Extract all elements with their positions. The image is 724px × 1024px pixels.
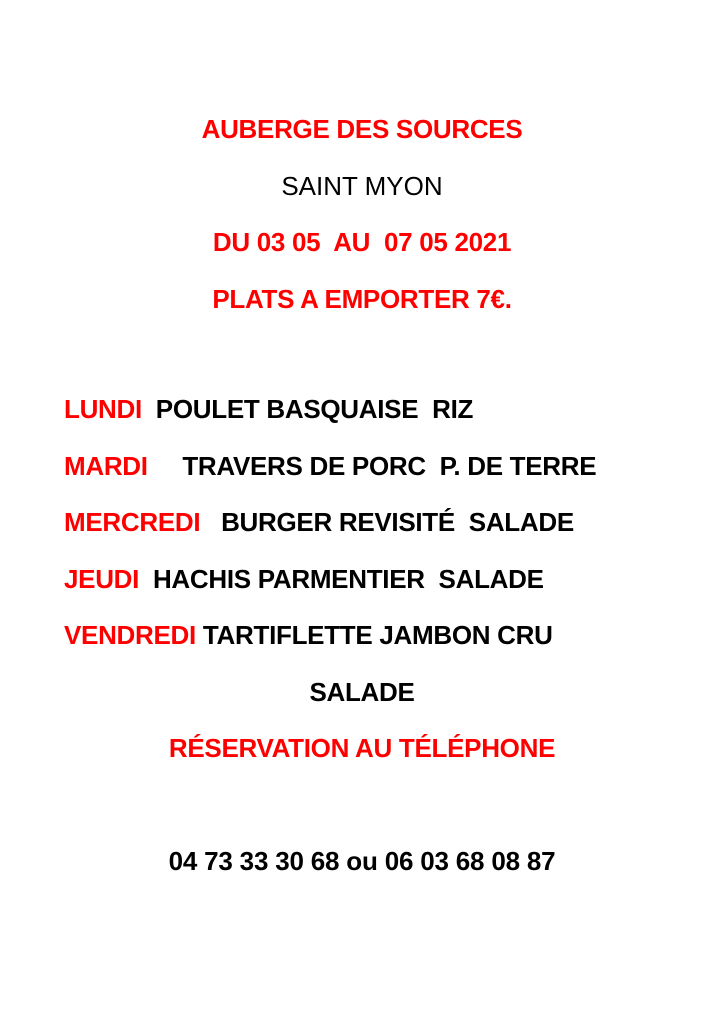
takeaway-offer: PLATS A EMPORTER 7€. (212, 284, 512, 314)
menu-day: MARDI (64, 451, 148, 481)
menu-row-thursday (64, 563, 544, 595)
menu-row-monday (64, 393, 473, 425)
menu-row-friday (64, 619, 553, 651)
menu-dish: TRAVERS DE PORC P. DE TERRE (182, 451, 597, 481)
menu-separator (142, 394, 156, 424)
menu-day: VENDREDI (64, 620, 196, 650)
menu-separator (196, 620, 203, 650)
menu-dish: TARTIFLETTE JAMBON CRU (202, 620, 553, 650)
menu-separator (139, 564, 153, 594)
town-name: SAINT MYON (281, 171, 443, 201)
menu-day: MERCREDI (64, 507, 201, 537)
phone-numbers: 04 73 33 30 68 ou 06 03 68 08 87 (168, 846, 556, 876)
menu-separator (148, 451, 183, 481)
menu-dish: HACHIS PARMENTIER SALADE (152, 564, 544, 594)
menu-row-tuesday (64, 450, 596, 482)
reservation-notice: RÉSERVATION AU TÉLÉPHONE (168, 733, 556, 763)
restaurant-name: AUBERGE DES SOURCES (201, 114, 523, 144)
menu-dish: POULET BASQUAISE RIZ (155, 394, 474, 424)
menu-dish: BURGER REVISITÉ SALADE (221, 507, 574, 537)
menu-row-wednesday (64, 506, 574, 538)
menu-day: JEUDI (64, 564, 140, 594)
menu-friday-continuation: SALADE (309, 677, 415, 707)
menu-separator (200, 507, 221, 537)
menu-day: LUNDI (64, 394, 142, 424)
date-range: DU 03 05 AU 07 05 2021 (212, 227, 512, 257)
